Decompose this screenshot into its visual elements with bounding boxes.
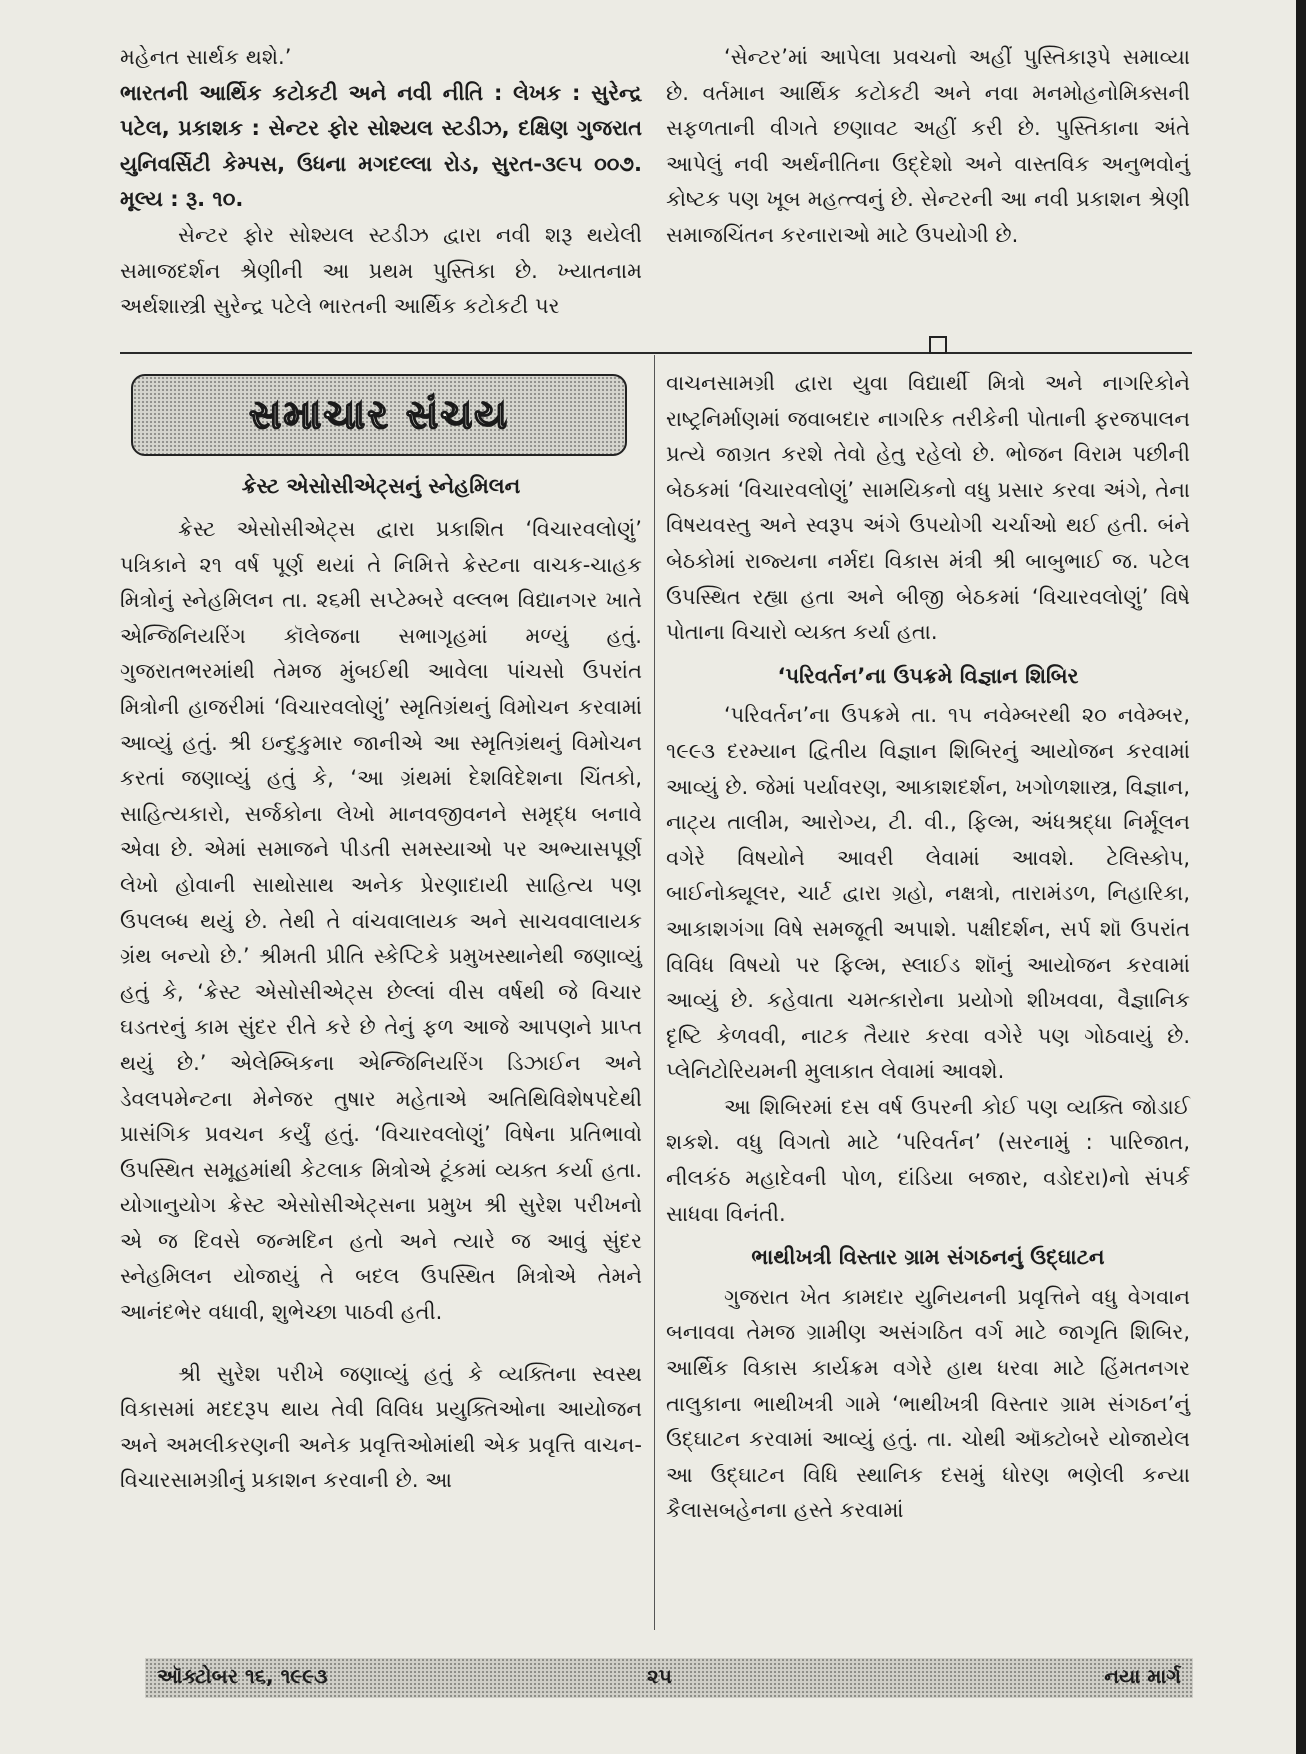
section-banner: [131, 374, 627, 456]
article-heading-crest: ક્રેસ્ટ એસોસીએટ્સનું સ્નેહમિલન: [241, 474, 521, 498]
crest-article-para-2: શ્રી સુરેશ પરીખે જણાવ્યું હતું કે વ્યક્તિના સ્વસ્થ વિકાસમાં મદદરૂપ થાય તેવી વિવિધ પ્રયુક્તિઓના આયોજન અને અમલીકરણની અનેક પ્રવૃત્તિઓમાંથી એક પ્રવૃત્તિ વાચન-વિચારસામગ્રીનું પ્રકાશન કરવાની છે. આ: [120, 1361, 642, 1493]
column-divider: [654, 355, 655, 1630]
book-review-continued: ‘સેન્ટર’માં આપેલા પ્રવચનો અહીં પુસ્તિકારૂપે સમાવ્યા છે. વર્તમાન આર્થિક કટોકટી અને નવા મનમોહનોમિક્સની સફળતાની વીગતે છણાવટ અહીં કરી છે. પુસ્તિકાના અંતે આપેલું નવી અર્થનીતિના ઉદ્દેશો અને વાસ્તવિક અનુભવોનું કોષ્ટક પણ ખૂબ મહત્ત્વનું છે. સેન્ટરની આ નવી પ્રકાશન શ્રેણી સમાજચિંતન કરનારાઓ માટે ઉપયોગી છે.: [666, 45, 1190, 247]
left-column: [120, 512, 642, 1499]
crest-article-para-1: ક્રેસ્ટ એસોસીએટ્સ દ્વારા પ્રકાશિત ‘વિચારવલોણું’ પત્રિકાને ૨૧ વર્ષ પૂર્ણ થયાં તે નિમિત્તે ક્રેસ્ટના વાચક-ચાહક મિત્રોનું સ્નેહમિલન તા. ૨૬મી સપ્ટેમ્બરે વલ્લભ વિદ્યાનગર ખાતે એન્જિનિયરિંગ કૉલેજના સભાગૃહમાં મળ્યું હતું. ગુજરાતભરમાંથી તેમજ મુંબઈથી આવેલા પાંચસો ઉપરાંત મિત્રોની હાજરીમાં ‘વિચારવલોણું’ સ્મૃતિગ્રંથનું વિમોચન કરવામાં આવ્યું હતું. શ્રી ઇન્દુકુમાર જાનીએ આ સ્મૃતિગ્રંથનું વિમોચન કરતાં જણાવ્યું હતું કે, ‘આ ગ્રંથમાં દેશવિદેશના ચિંતકો, સાહિત્યકારો, સર્જકોના લેખો માનવજીવનને સમૃદ્ધ બનાવે એવા છે. એમાં સમાજને પીડતી સમસ્યાઓ પર અભ્યાસપૂર્ણ લેખો હોવાની સાથોસાથ અનેક પ્રેરણાદાયી સાહિત્ય પણ ઉપલબ્ધ થયું છે. તેથી તે વાંચવાલાયક અને સાચવવાલાયક ગ્રંથ બન્યો છે.’ શ્રીમતી પ્રીતિ સ્કેપ્ટિકે પ્રમુખસ્થાનેથી જણાવ્યું હતું કે, ‘ક્રેસ્ટ એસોસીએટ્સ છેલ્લાં વીસ વર્ષથી જે વિચાર ઘડતરનું કામ સુંદર રીતે કરે છે તેનું ફળ આજે આપણને પ્રાપ્ત થયું છે.’ એલેમ્બિકના એન્જિનિયરિંગ ડિઝાઈન અને ડેવલપમેન્ટના મેનેજર તુષાર મહેતાએ અતિથિવિશેષપદેથી પ્રાસંગિક પ્રવચન કર્યું હતું. ‘વિચારવલોણું’ વિષેના પ્રતિભાવો ઉપસ્થિત સમૂહમાંથી કેટલાક મિત્રોએ ટૂંકમાં વ્યક્ત કર્યા હતા. યોગાનુયોગ ક્રેસ્ટ એસોસીએટ્સના પ્રમુખ શ્રી સુરેશ પરીખનો એ જ દિવસે જન્મદિન હતો અને ત્યારે જ આવું સુંદર સ્નેહમિલન યોજાયું તે બદલ ઉપસ્થિત મિત્રોએ તેમને આનંદભેર વધાવી, શુભેચ્છા પાઠવી હતી.: [120, 517, 642, 1325]
right-column: [666, 366, 1190, 1529]
top-left-fragment: મહેનત સાર્થક થશે.’: [120, 45, 292, 69]
page-footer: [145, 1658, 1193, 1698]
science-camp-para-2: આ શિબિરમાં દસ વર્ષ ઉપરની કોઈ પણ વ્યક્તિ જોડાઈ શકશે. વધુ વિગતો માટે ‘પરિવર્તન’ (સરનામું : પારિજાત, નીલકંઠ મહાદેવની પોળ, દાંડિયા બજાર, વડોદરા)નો સંપર્ક સાધવા વિનંતી.: [666, 1094, 1190, 1226]
article-heading-science-camp: ‘પરિવર્તન’ના ઉપક્રમે વિજ્ઞાન શિબિર: [777, 663, 1079, 688]
issue-date: ઑક્ટોબર ૧૬, ૧૯૯૩: [157, 1664, 328, 1688]
book-review-citation: ભારતની આર્થિક કટોકટી અને નવી નીતિ : લેખક : સુરેન્દ્ર પટેલ, પ્રકાશક : સેન્ટર ફોર સોશ્યલ સ્ટડીઝ, દક્ષિણ ગુજરાત યુનિવર્સિટી કેમ્પસ, ઉધના મગદલ્લા રોડ, સુરત-૩૯૫ ૦૦૭. મૂલ્ય : રૂ. ૧૦.: [120, 80, 642, 212]
top-right-column: [666, 40, 1190, 254]
article-heading-village-org: ભાથીખત્રી વિસ્તાર ગ્રામ સંગઠનનું ઉદ્ઘાટન: [751, 1245, 1105, 1270]
section-divider: [120, 352, 1192, 354]
magazine-name: નયા માર્ગ: [1104, 1664, 1181, 1688]
page-number: ૨૫: [647, 1664, 672, 1688]
village-org-para: ગુજરાત ખેત કામદાર યુનિયનની પ્રવૃત્તિને વધુ વેગવાન બનાવવા તેમજ ગ્રામીણ અસંગઠિત વર્ગ માટે જાગૃતિ શિબિર, આર્થિક વિકાસ કાર્યક્રમ વગેરે હાથ ધરવા માટે હિંમતનગર તાલુકાના ભાથીખત્રી ગામે ‘ભાથીખત્રી વિસ્તાર ગ્રામ સંગઠન’નું ઉદ્ઘાટન કરવામાં આવ્યું હતું. તા. ચોથી ઑક્ટોબરે યોજાયેલ આ ઉદ્ઘાટન વિધિ સ્થાનિક દસમું ધોરણ ભણેલી કન્યા કૈલાસબહેનના હસ્તે કરવામાં: [666, 1284, 1190, 1523]
book-review-text: સેન્ટર ફોર સોશ્યલ સ્ટડીઝ દ્વારા નવી શરૂ થયેલી સમાજદર્શન શ્રેણીની આ પ્રથમ પુસ્તિકા છે. ખ્યાતનામ અર્થશાસ્ત્રી સુરેન્દ્ર પટેલે ભારતની આર્થિક કટોકટી પર: [120, 222, 642, 319]
top-left-column: [120, 40, 642, 325]
crest-article-continued: વાચનસામગ્રી દ્વારા યુવા વિદ્યાર્થી મિત્રો અને નાગરિકોને રાષ્ટ્રનિર્માણમાં જવાબદાર નાગરિક તરીકેની પોતાની ફરજપાલન પ્રત્યે જાગ્રત કરશે તેવો હેતુ રહેલો છે. ભોજન વિરામ પછીની બેઠકમાં ‘વિચારવલોણું’ સામયિકનો વધુ પ્રસાર કરવા અંગે, તેના વિષયવસ્તુ અને સ્વરૂપ અંગે ઉપયોગી ચર્ચાઓ થઈ હતી. બંને બેઠકોમાં રાજ્યના નર્મદા વિકાસ મંત્રી શ્રી બાબુભાઈ જ. પટેલ ઉપસ્થિત રહ્યા હતા અને બીજી બેઠકમાં ‘વિચારવલોણું’ વિષે પોતાના વિચારો વ્યક્ત કર્યા હતા.: [666, 371, 1190, 645]
end-of-article-mark: [929, 336, 947, 354]
science-camp-para-1: ‘પરિવર્તન’ના ઉપક્રમે તા. ૧૫ નવેમ્બરથી ૨૦ નવેમ્બર, ૧૯૯૩ દરમ્યાન દ્વિતીય વિજ્ઞાન શિબિરનું આયોજન કરવામાં આવ્યું છે. જેમાં પર્યાવરણ, આકાશદર્શન, ખગોળશાસ્ત્ર, વિજ્ઞાન, નાટ્ય તાલીમ, આરોગ્ય, ટી. વી., ફિલ્મ, અંધશ્રદ્ધા નિર્મૂલન વગેરે વિષયોને આવરી લેવામાં આવશે. ટેલિસ્કોપ, બાઈનોક્યૂલર, ચાર્ટ દ્વારા ગ્રહો, નક્ષત્રો, તારામંડળ, નિહારિકા, આકાશગંગા વિષે સમજૂતી અપાશે. પક્ષીદર્શન, સર્પ શૉ ઉપરાંત વિવિધ વિષયો પર ફિલ્મ, સ્લાઈડ શૉનું આયોજન કરવામાં આવ્યું છે. કહેવાતા ચમત્કારોના પ્રયોગો શીખવવા, વૈજ્ઞાનિક દૃષ્ટિ કેળવવી, નાટક તૈયાર કરવા વગેરે પણ ગોઠવાયું છે. પ્લેનિટોરિયમની મુલાકાત લેવામાં આવશે.: [666, 703, 1190, 1084]
section-banner-title: સમાચાર સંચય: [248, 392, 509, 438]
scan-edge: [1296, 0, 1306, 1754]
